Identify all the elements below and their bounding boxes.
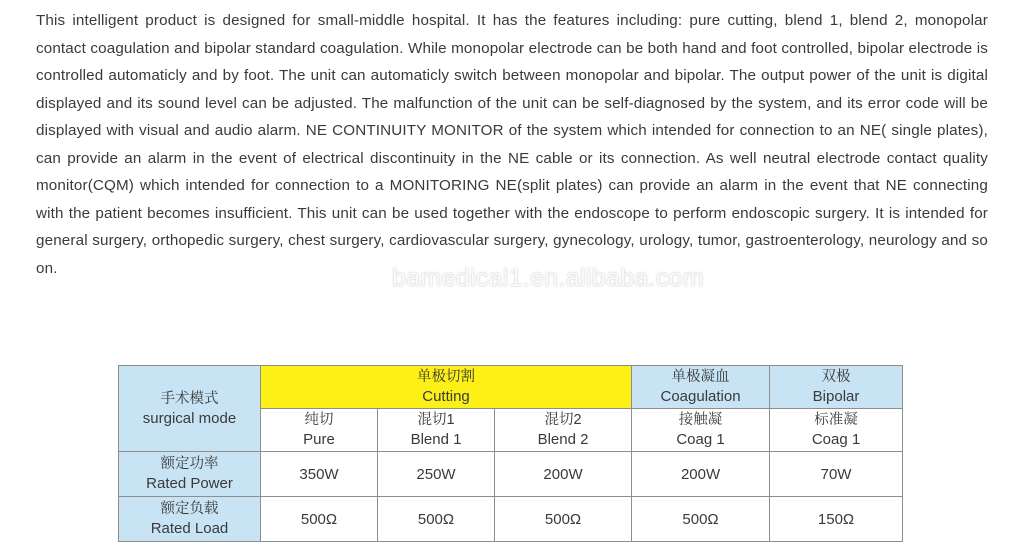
bipolar-group-header <box>770 366 903 409</box>
mode-label-en: Coag 1 <box>676 431 725 448</box>
mode-label-cn: 混切1 <box>417 412 455 428</box>
table-cell: 150Ω <box>770 497 903 542</box>
mode-cell <box>632 409 770 452</box>
specification-table <box>118 365 903 542</box>
table-cell: 250W <box>378 452 495 497</box>
mode-cell <box>261 409 378 452</box>
group-label-cn: 双极 <box>821 369 851 385</box>
mode-label-cn: 纯切 <box>304 412 334 428</box>
group-label-cn: 单极切割 <box>417 369 476 385</box>
table-cell: 500Ω <box>378 497 495 542</box>
rated-load-header-cell <box>119 497 261 542</box>
mode-cell <box>378 409 495 452</box>
table-cell: 200W <box>632 452 770 497</box>
cutting-group-header <box>261 366 632 409</box>
coagulation-group-header <box>632 366 770 409</box>
mode-label-en: Blend 1 <box>410 431 462 448</box>
mode-cell <box>770 409 903 452</box>
group-label-cn: 单极凝血 <box>671 369 730 385</box>
product-description-paragraph: This intelligent product is designed for small-middle hospital. It has the features including: pure cutting, blend 1, blend 2, monopolar contact coagulation and bipolar standard coagulation. While monopolar electrode can be both hand and foot controlled, bipolar electrode is controlled automaticly and by foot. The unit can automaticly switch between monopolar and bipolar. The output power of the unit is digital displayed and its sound level can be adjusted. The malfunction of the unit can be self-diagnosed by the system, and its error code will be displayed with visual and audio alarm. NE CONTINUITY MONITOR of the system which intended for connection to an NE( single plates), can provide an alarm in the event of electrical discontinuity in the NE cable or its connection. As well neutral electrode contact quality monitor(CQM) which intended for connection to a MONITORING NE(split plates) can provide an alarm in the event that NE connecting with the patient becomes insufficient. This unit can be used together with the endoscope to perform endoscopic surgery. It is intended for general surgery, orthopedic surgery, chest surgery, cardiovascular surgery, gynecology, urology, tumor, gastroenterology, neurology and so on. <box>36 12 988 277</box>
group-label-en: Cutting <box>422 388 470 405</box>
mode-label-en: Coag 1 <box>811 431 861 448</box>
watermark: bamedical1.en.alibaba.com <box>392 264 704 292</box>
mode-label-cn: 接触凝 <box>678 412 723 428</box>
table-cell: 70W <box>770 452 903 497</box>
table-cell: 500Ω <box>261 497 378 542</box>
row-label-en: Rated Power <box>146 475 233 492</box>
mode-label-en: Pure <box>303 431 335 448</box>
rated-power-header-cell <box>119 452 261 497</box>
table-cell: 500Ω <box>632 497 770 542</box>
mode-label-cn: 标准凝 <box>814 412 858 428</box>
mode-label-cn: 混切2 <box>544 412 582 428</box>
row-label-en: Rated Load <box>150 520 229 537</box>
surgical-mode-header-cell <box>119 366 261 452</box>
mode-label-en: Blend 2 <box>537 431 589 448</box>
table-row <box>119 452 903 497</box>
group-label-en: Bipolar <box>812 388 860 405</box>
header-label-cn: 手术模式 <box>160 390 219 407</box>
mode-cell <box>495 409 632 452</box>
table-row <box>119 366 903 409</box>
row-label-cn: 额定负载 <box>160 501 219 517</box>
header-label-en: surgical mode <box>142 409 237 427</box>
table-cell: 200W <box>495 452 632 497</box>
group-label-en: Coagulation <box>660 388 741 405</box>
row-label-cn: 额定功率 <box>160 456 219 472</box>
table-cell: 500Ω <box>495 497 632 542</box>
table-cell: 350W <box>261 452 378 497</box>
table-row <box>119 497 903 542</box>
